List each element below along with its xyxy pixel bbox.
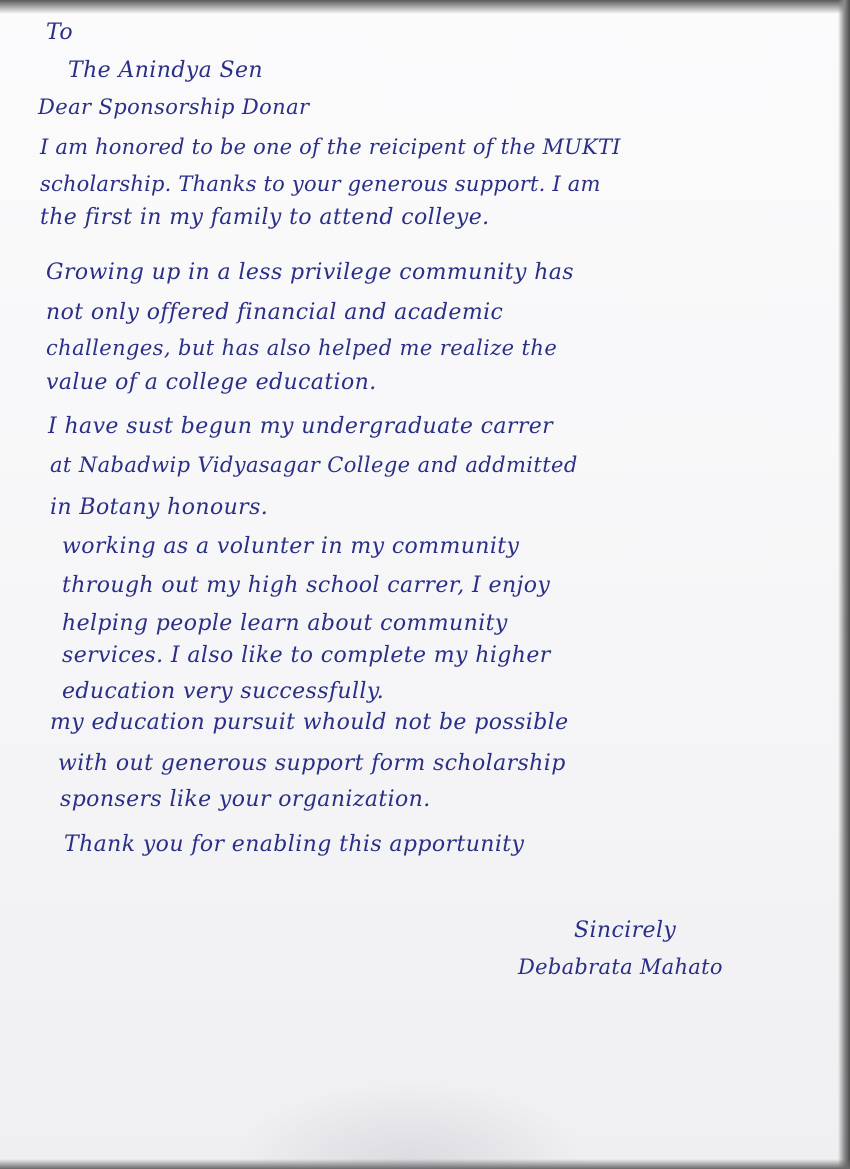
body-line: with out generous support form scholarship	[58, 751, 566, 776]
body-line: helping people learn about community	[62, 611, 508, 636]
body-line: I am honored to be one of the reicipent of the MUKTI	[40, 135, 621, 159]
body-line: Thank you for enabling this apportunity	[64, 832, 525, 857]
greeting: Dear Sponsorship Donar	[38, 95, 310, 119]
body-line: scholarship. Thanks to your generous support. I am	[40, 172, 601, 196]
body-line: Growing up in a less privilege community has	[46, 260, 574, 285]
body-line: I have sust begun my undergraduate carrer	[48, 414, 554, 439]
body-line: value of a college education.	[46, 370, 377, 395]
body-line: sponsers like your organization.	[60, 787, 431, 812]
signature-name: Debabrata Mahato	[518, 955, 723, 979]
paper-fold-shadow	[230, 1080, 590, 1169]
body-line: in Botany honours.	[50, 495, 269, 520]
scan-edge-top	[0, 0, 850, 14]
body-line: services. I also like to complete my higher	[62, 643, 551, 668]
scan-edge-right	[838, 0, 850, 1169]
body-line: not only offered financial and academic	[46, 300, 504, 325]
body-line: at Nabadwip Vidyasagar College and addmitted	[50, 453, 578, 477]
body-line: working as a volunter in my community	[62, 534, 520, 559]
recipient-name: The Anindya Sen	[68, 58, 263, 83]
salutation-to: To	[46, 20, 74, 45]
body-line: education very successfully.	[62, 679, 385, 704]
body-line: challenges, but has also helped me realize the	[46, 336, 558, 360]
body-line: my education pursuit whould not be possible	[50, 710, 569, 735]
body-line: the first in my family to attend colleye.	[40, 205, 490, 230]
closing: Sincirely	[574, 918, 677, 943]
body-line: through out my high school carrer, I enjoy	[62, 573, 551, 598]
